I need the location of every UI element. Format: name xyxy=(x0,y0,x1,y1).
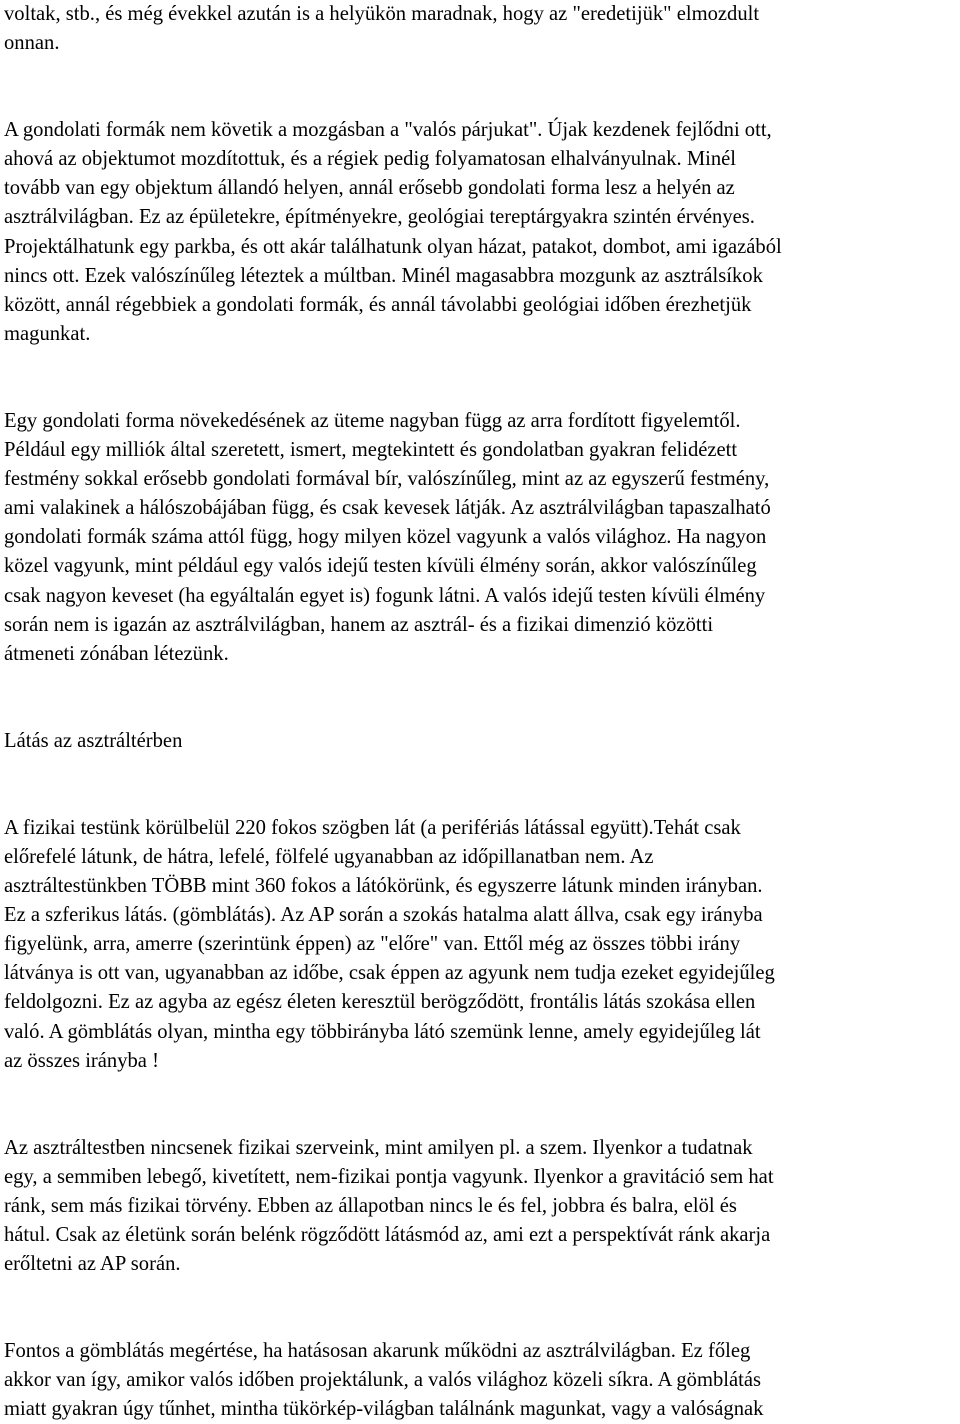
paragraph-spacer xyxy=(4,756,956,814)
paragraph-spacer xyxy=(4,58,956,116)
text-line: az összes irányba ! xyxy=(4,1049,159,1072)
paragraph-4 xyxy=(4,814,956,1076)
text-line: onnan. xyxy=(4,32,60,55)
text-line: ahová az objektumot mozdítottuk, és a régiek pedig folyamatosan elhalványulnak. Minél xyxy=(4,148,737,171)
text-line: asztráltestünkben TÖBB mint 360 fokos a látókörünk, és egyszerre látunk minden irányban. xyxy=(4,875,763,898)
text-line: átmeneti zónában létezünk. xyxy=(4,642,229,665)
text-line: ránk, sem más fizikai törvény. Ebben az állapotban nincs le és fel, jobbra és balra, elöl és xyxy=(4,1194,737,1217)
text-line: A fizikai testünk körülbelül 220 fokos szögben lát (a perifériás látással együtt).Tehát csak xyxy=(4,816,741,839)
text-line: Például egy milliók által szeretett, ismert, megtekintett és gondolatban gyakran felidézett xyxy=(4,439,738,462)
text-line: akkor van így, amikor valós időben projektálunk, a valós világhoz közeli síkra. A gömblátás xyxy=(4,1369,762,1392)
paragraph-spacer xyxy=(4,669,956,727)
text-line: közel vagyunk, mint például egy valós idejű testen kívüli élmény során, akkor valószínűleg xyxy=(4,555,757,578)
text-line: ami valakinek a hálószobájában függ, és csak kevesek látják. Az asztrálvilágban tapaszalható xyxy=(4,497,771,520)
text-line: Fontos a gömblátás megértése, ha hatásosan akarunk működni az asztrálvilágban. Ez főleg xyxy=(4,1340,751,1363)
paragraph-2 xyxy=(4,116,956,349)
document-page xyxy=(4,0,956,1424)
text-line: hátul. Csak az életünk során belénk rögződött látásmód az, ami ezt a perspektívát ránk akarja xyxy=(4,1224,771,1246)
text-line: figyelünk, arra, amerre (szerintünk éppen) az "előre" van. Ettől még az összes többi irány xyxy=(4,933,741,956)
text-line: Ez a szferikus látás. (gömblátás). Az AP során a szokás hatalma alatt állva, csak egy irányba xyxy=(4,904,763,927)
text-line: A gondolati formák nem követik a mozgásban a "valós párjukat". Újak kezdenek fejlődni ott, xyxy=(4,119,772,142)
text-line: magunkat. xyxy=(4,322,91,345)
paragraph-3 xyxy=(4,407,956,669)
text-line: gondolati formák száma attól függ, hogy milyen közel vagyunk a valós világhoz. Ha nagyon xyxy=(4,526,767,549)
text-line: nincs ott. Ezek valószínűleg léteztek a múltban. Minél magasabbra mozgunk az asztrálsíkok xyxy=(4,264,763,287)
text-line: egy, a semmiben lebegő, kivetített, nem-fizikai pontja vagyunk. Ilyenkor a gravitáció sem hat xyxy=(4,1165,774,1188)
text-line: erőltetni az AP során. xyxy=(4,1253,181,1276)
text-line: között, annál régebbiek a gondolati formák, és annál távolabbi geológiai időben érezhetjük xyxy=(4,293,752,316)
text-line: előrefelé látunk, de hátra, lefelé, fölfelé ugyanabban az időpillanatban nem. Az xyxy=(4,845,654,868)
text-line: Egy gondolati forma növekedésének az üteme nagyban függ az arra fordított figyelemtől. xyxy=(4,409,741,432)
text-line: festmény sokkal erősebb gondolati formával bír, valószínűleg, mint az az egyszerű festmény, xyxy=(4,468,770,491)
text-line: való. A gömblátás olyan, mintha egy többirányba látó szemünk lenne, amely egyidejűleg lát xyxy=(4,1020,761,1043)
text-line: Az asztráltestben nincsenek fizikai szerveink, mint amilyen pl. a szem. Ilyenkor a tudatnak xyxy=(4,1136,753,1159)
text-line: miatt gyakran úgy tűnhet, mintha tükörkép-világban találnánk magunkat, vagy a valóságnak xyxy=(4,1398,764,1421)
text-line: során nem is igazán az asztrálvilágban, hanem az asztrál- és a fizikai dimenzió közötti xyxy=(4,613,714,636)
text-line: asztrálvilágban. Ez az épületekre, építményekre, geológiai tereptárgyakra szintén érvényes. xyxy=(4,206,755,229)
paragraph-6 xyxy=(4,1337,956,1424)
section-heading: Látás az asztráltérben xyxy=(4,729,183,752)
text-line: tovább van egy objektum állandó helyen, annál erősebb gondolati forma lesz a helyén az xyxy=(4,177,735,200)
paragraph-1 xyxy=(4,0,956,58)
text-line: csak nagyon keveset (ha egyáltalán egyet is) fogunk látni. A valós idejű testen kívüli élmény xyxy=(4,584,766,607)
text-line: látványa is ott van, ugyanabban az időbe, csak éppen az agyunk nem tudja ezeket egyidejűleg xyxy=(4,962,775,985)
text-line: feldolgozni. Ez az agyba az egész életen keresztül berögződött, frontális látás szokása ellen xyxy=(4,991,756,1014)
paragraph-spacer xyxy=(4,1076,956,1134)
text-line: voltak, stb., és még évekkel azután is a helyükön maradnak, hogy az "eredetijük" elmozdult xyxy=(4,3,760,25)
paragraph-spacer xyxy=(4,349,956,407)
paragraph-spacer xyxy=(4,1279,956,1337)
paragraph-5 xyxy=(4,1134,956,1279)
text-line: Projektálhatunk egy parkba, és ott akár találhatunk olyan házat, patakot, dombot, ami igazából xyxy=(4,235,782,258)
